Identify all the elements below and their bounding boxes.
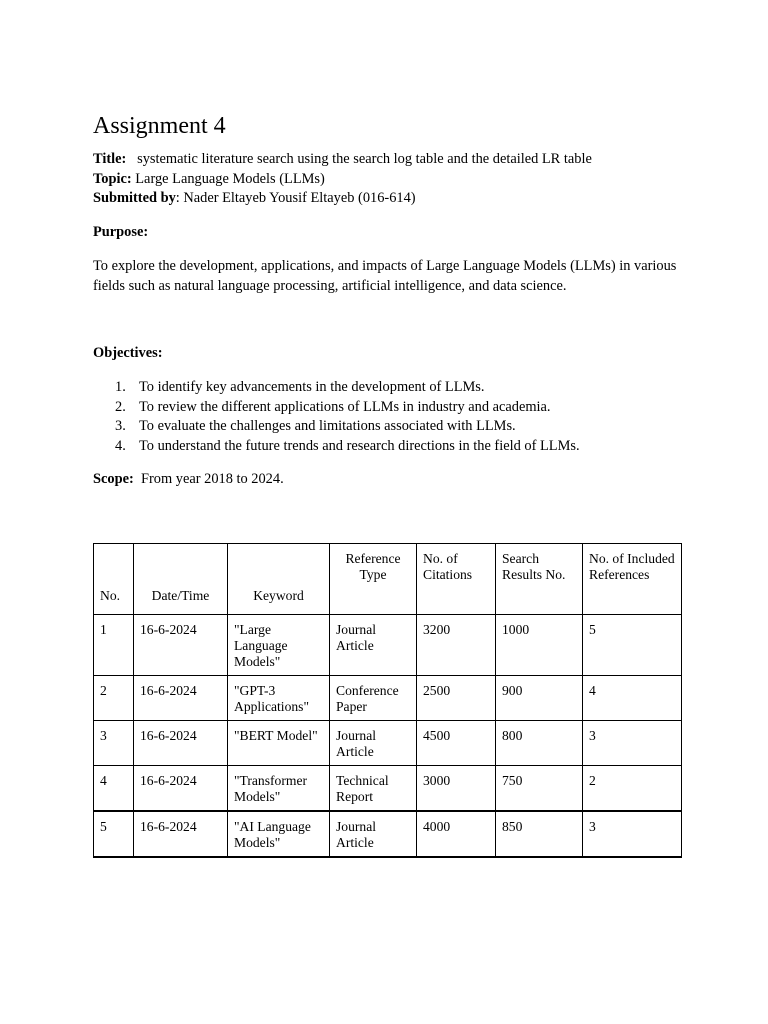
cell-keyword: "Transformer Models" bbox=[228, 766, 330, 812]
cell-date-time: 16-6-2024 bbox=[134, 615, 228, 676]
cell-keyword: "Large Language Models" bbox=[228, 615, 330, 676]
cell-date-time: 16-6-2024 bbox=[134, 766, 228, 812]
cell-included-references: 3 bbox=[583, 811, 682, 857]
cell-no: 5 bbox=[94, 811, 134, 857]
submitted-label: Submitted by bbox=[93, 190, 176, 206]
topic-value: Large Language Models (LLMs) bbox=[135, 171, 325, 187]
cell-citations: 4500 bbox=[417, 721, 496, 766]
cell-reference-type: Journal Article bbox=[330, 811, 417, 857]
table-header-row bbox=[94, 544, 682, 615]
column-header-search-results: Search Results No. bbox=[496, 544, 583, 615]
cell-reference-type: Journal Article bbox=[330, 721, 417, 766]
cell-date-time: 16-6-2024 bbox=[134, 811, 228, 857]
list-item-number: 1. bbox=[115, 379, 126, 395]
list-item-text: To understand the future trends and research directions in the field of LLMs. bbox=[139, 437, 580, 454]
cell-search-results: 750 bbox=[496, 766, 583, 812]
cell-keyword: "BERT Model" bbox=[228, 721, 330, 766]
scope-label: Scope: bbox=[93, 471, 134, 487]
scope-line bbox=[93, 470, 284, 489]
cell-no: 2 bbox=[94, 676, 134, 721]
table-row bbox=[94, 721, 682, 766]
page-title: Assignment 4 bbox=[93, 113, 226, 139]
cell-keyword: "GPT-3 Applications" bbox=[228, 676, 330, 721]
list-item-number: 3. bbox=[115, 418, 126, 435]
objectives-heading bbox=[93, 344, 163, 363]
cell-search-results: 800 bbox=[496, 721, 583, 766]
cell-no: 1 bbox=[94, 615, 134, 676]
table-row bbox=[94, 766, 682, 812]
topic-label: Topic: bbox=[93, 171, 132, 187]
purpose-label: Purpose: bbox=[93, 224, 149, 240]
list-item bbox=[93, 417, 580, 437]
cell-citations: 4000 bbox=[417, 811, 496, 857]
column-header-citations: No. of Citations bbox=[417, 544, 496, 615]
cell-keyword: "AI Language Models" bbox=[228, 811, 330, 857]
list-item bbox=[93, 398, 580, 418]
title-value: systematic literature search using the search log table and the detailed LR table bbox=[137, 151, 592, 167]
cell-included-references: 5 bbox=[583, 615, 682, 676]
cell-included-references: 3 bbox=[583, 721, 682, 766]
title-line bbox=[93, 150, 592, 169]
table-row bbox=[94, 676, 682, 721]
table-row bbox=[94, 811, 682, 857]
cell-included-references: 4 bbox=[583, 676, 682, 721]
list-item-number: 4. bbox=[115, 437, 126, 454]
list-item-text: To evaluate the challenges and limitations associated with LLMs. bbox=[139, 418, 516, 435]
cell-no: 4 bbox=[94, 766, 134, 812]
list-item bbox=[93, 378, 580, 398]
cell-reference-type: Journal Article bbox=[330, 615, 417, 676]
cell-date-time: 16-6-2024 bbox=[134, 721, 228, 766]
list-item-text: To review the different applications of LLMs in industry and academia. bbox=[139, 398, 551, 415]
objectives-label: Objectives: bbox=[93, 345, 163, 361]
column-header-keyword: Keyword bbox=[228, 544, 330, 615]
cell-citations: 3200 bbox=[417, 615, 496, 676]
cell-citations: 3000 bbox=[417, 766, 496, 812]
objectives-list bbox=[93, 378, 580, 456]
cell-search-results: 1000 bbox=[496, 615, 583, 676]
cell-search-results: 900 bbox=[496, 676, 583, 721]
list-item-text: To identify key advancements in the development of LLMs. bbox=[139, 379, 485, 395]
column-header-reference-type: Reference Type bbox=[330, 544, 417, 615]
submitted-value: : Nader Eltayeb Yousif Eltayeb (016-614) bbox=[175, 190, 416, 206]
submitted-line bbox=[93, 189, 416, 208]
cell-no: 3 bbox=[94, 721, 134, 766]
scope-value: From year 2018 to 2024. bbox=[140, 471, 284, 487]
cell-reference-type: Conference Paper bbox=[330, 676, 417, 721]
purpose-heading bbox=[93, 223, 148, 242]
cell-reference-type: Technical Report bbox=[330, 766, 417, 812]
purpose-text: To explore the development, applications, and impacts of Large Language Models (LLMs) in various fields such as natural language processing, artificial intelligence, and data science. bbox=[93, 258, 677, 294]
cell-citations: 2500 bbox=[417, 676, 496, 721]
cell-search-results: 850 bbox=[496, 811, 583, 857]
table-row bbox=[94, 615, 682, 676]
title-label: Title: bbox=[93, 151, 127, 167]
cell-date-time: 16-6-2024 bbox=[134, 676, 228, 721]
column-header-included-references: No. of Included References bbox=[583, 544, 682, 615]
list-item-number: 2. bbox=[115, 398, 126, 415]
search-log-table bbox=[93, 543, 682, 858]
column-header-date-time: Date/Time bbox=[134, 544, 228, 615]
column-header-no: No. bbox=[94, 544, 134, 615]
list-item bbox=[93, 437, 580, 457]
topic-line bbox=[93, 170, 325, 189]
cell-included-references: 2 bbox=[583, 766, 682, 812]
